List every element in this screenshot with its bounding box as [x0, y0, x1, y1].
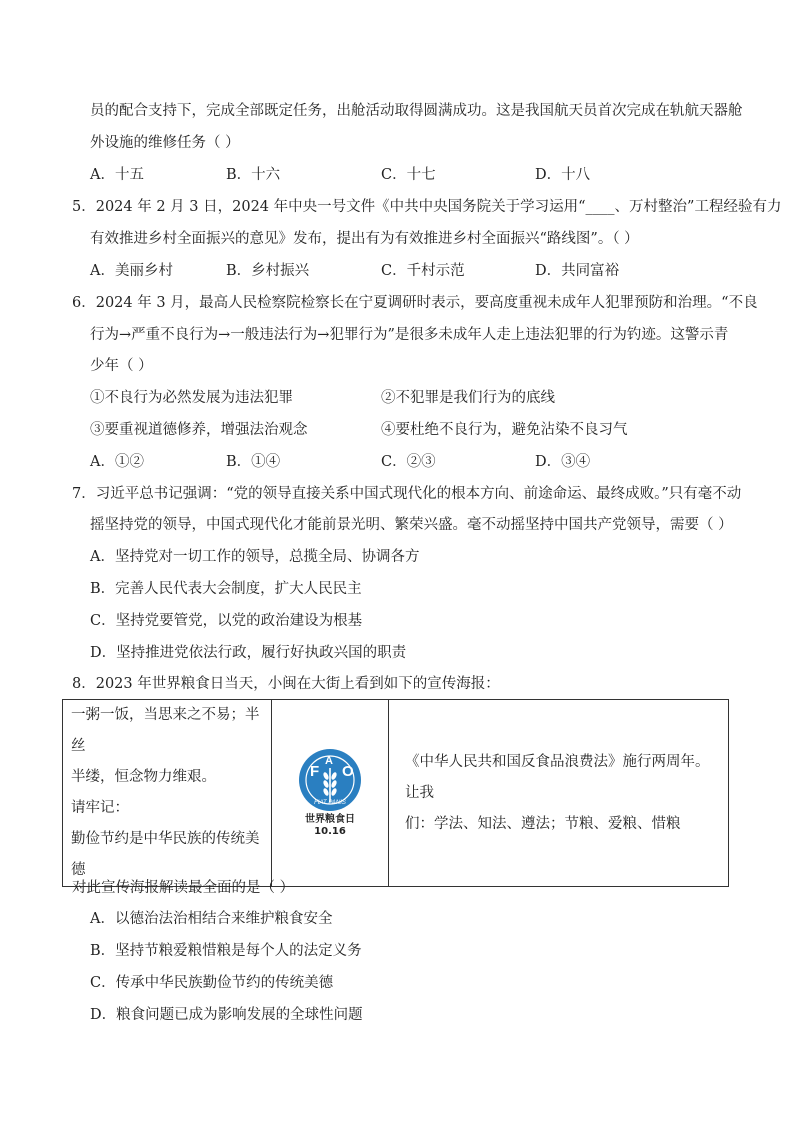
poster-right-cell [389, 700, 729, 887]
poster-table [62, 699, 729, 887]
q6-statement-2: ②不犯罪是我们行为的底线 [381, 390, 555, 406]
q5-option-c[interactable]: C．千村示范 [381, 263, 465, 279]
poster-logo-cell [272, 700, 389, 887]
poster-left-line: 请牢记： [71, 800, 129, 816]
q6-statement-4: ④要杜绝不良行为，避免沾染不良习气 [381, 422, 628, 438]
q4-stem-line2: 外设施的维修任务（ ） [90, 135, 240, 151]
q4-option-c[interactable]: C．十七 [381, 167, 436, 183]
poster-left-line: 半缕，恒念物力维艰。 [71, 769, 216, 785]
poster-left-cell [63, 700, 272, 887]
q6-option-b[interactable]: B．①④ [226, 454, 281, 470]
fao-letter-a: A [325, 755, 333, 767]
q6-statement-3: ③要重视道德修养，增强法治观念 [90, 422, 308, 438]
q6-statement-1: ①不良行为必然发展为违法犯罪 [90, 390, 293, 406]
q8-option-c[interactable]: C．传承中华民族勤俭节约的传统美德 [90, 975, 334, 991]
q6-stem-line3: 少年（ ） [90, 358, 153, 374]
q5-option-d[interactable]: D．共同富裕 [535, 263, 620, 279]
q6-option-a[interactable]: A．①② [90, 454, 144, 470]
q7-stem-line1: 7．习近平总书记强调：“党的领导直接关系中国式现代化的根本方向、前途命运、最终成败。”只有毫不动 [72, 486, 742, 502]
q6-stem-line2: 行为→严重不良行为→一般违法行为→犯罪行为”是很多未成年人走上违法犯罪的行为钓迹。这警示青 [90, 327, 729, 343]
q8-option-d[interactable]: D．粮食问题已成为影响发展的全球性问题 [90, 1007, 363, 1023]
q7-option-a[interactable]: A．坚持党对一切工作的领导，总揽全局、协调各方 [90, 549, 420, 565]
fao-motto: FIAT PANIS [314, 800, 346, 806]
q8-option-a[interactable]: A．以德治法治相结合来维护粮食安全 [90, 911, 333, 927]
q4-stem-line1: 员的配合支持下，完成全部既定任务，出舱活动取得圆满成功。这是我国航天员首次完成在轨航天器舱 [90, 103, 743, 119]
fao-logo [282, 746, 378, 840]
logo-caption: 世界粮食日 [305, 814, 355, 825]
q7-option-d[interactable]: D．坚持推进党依法行政，履行好执政兴国的职责 [90, 645, 407, 661]
q4-option-d[interactable]: D．十八 [535, 167, 591, 183]
q5-option-a[interactable]: A．美丽乡村 [90, 263, 173, 279]
q8-question-stem: 对此宣传海报解读最全面的是（ ） [72, 880, 295, 896]
q8-option-b[interactable]: B．坚持节粮爱粮惜粮是每个人的法定义务 [90, 943, 362, 959]
logo-date: 10.16 [314, 826, 346, 836]
q7-option-b[interactable]: B．完善人民代表大会制度，扩大人民民主 [90, 581, 362, 597]
fao-letter-f: F [310, 763, 320, 780]
q6-option-c[interactable]: C．②③ [381, 454, 436, 470]
q7-stem-line2: 摇坚持党的领导，中国式现代化才能前景光明、繁荣兴盛。毫不动摇坚持中国共产党领导，需要（ ） [90, 517, 733, 533]
fao-emblem-icon [282, 746, 378, 836]
poster-left-line: 勤俭节约是中华民族的传统美 [71, 831, 260, 847]
q5-stem-line1: 5．2024 年 2 月 3 日，2024 年中央一号文件《中共中央国务院关于学习运用“____、万村整治”工程经验有力 [72, 199, 782, 215]
poster-left-line: 一粥一饭，当思来之不易；半丝 [71, 707, 260, 754]
poster-right-line: 《中华人民共和国反食品浪费法》施行两周年。让我 [405, 753, 710, 801]
poster-left-line: 德 [71, 862, 86, 878]
q6-stem-line1: 6．2024 年 3 月，最高人民检察院检察长在宁夏调研时表示，要高度重视未成年人犯罪预防和治理。“不良 [72, 295, 758, 311]
fao-letter-o: O [342, 763, 354, 780]
q4-option-b[interactable]: B．十六 [226, 167, 281, 183]
q6-option-d[interactable]: D．③④ [535, 454, 591, 470]
q5-option-b[interactable]: B．乡村振兴 [226, 263, 310, 279]
q8-stem-line1: 8．2023 年世界粮食日当天，小闽在大街上看到如下的宣传海报： [72, 676, 500, 692]
q7-option-c[interactable]: C．坚持党要管党，以党的政治建设为根基 [90, 613, 363, 629]
poster-right-line: 们：学法、知法、遵法；节粮、爱粮、惜粮 [405, 815, 681, 832]
q5-stem-line2: 有效推进乡村全面振兴的意见》发布，提出有为有效推进乡村全面振兴“路线图”。（ ） [90, 231, 639, 247]
q4-option-a[interactable]: A．十五 [90, 167, 144, 183]
